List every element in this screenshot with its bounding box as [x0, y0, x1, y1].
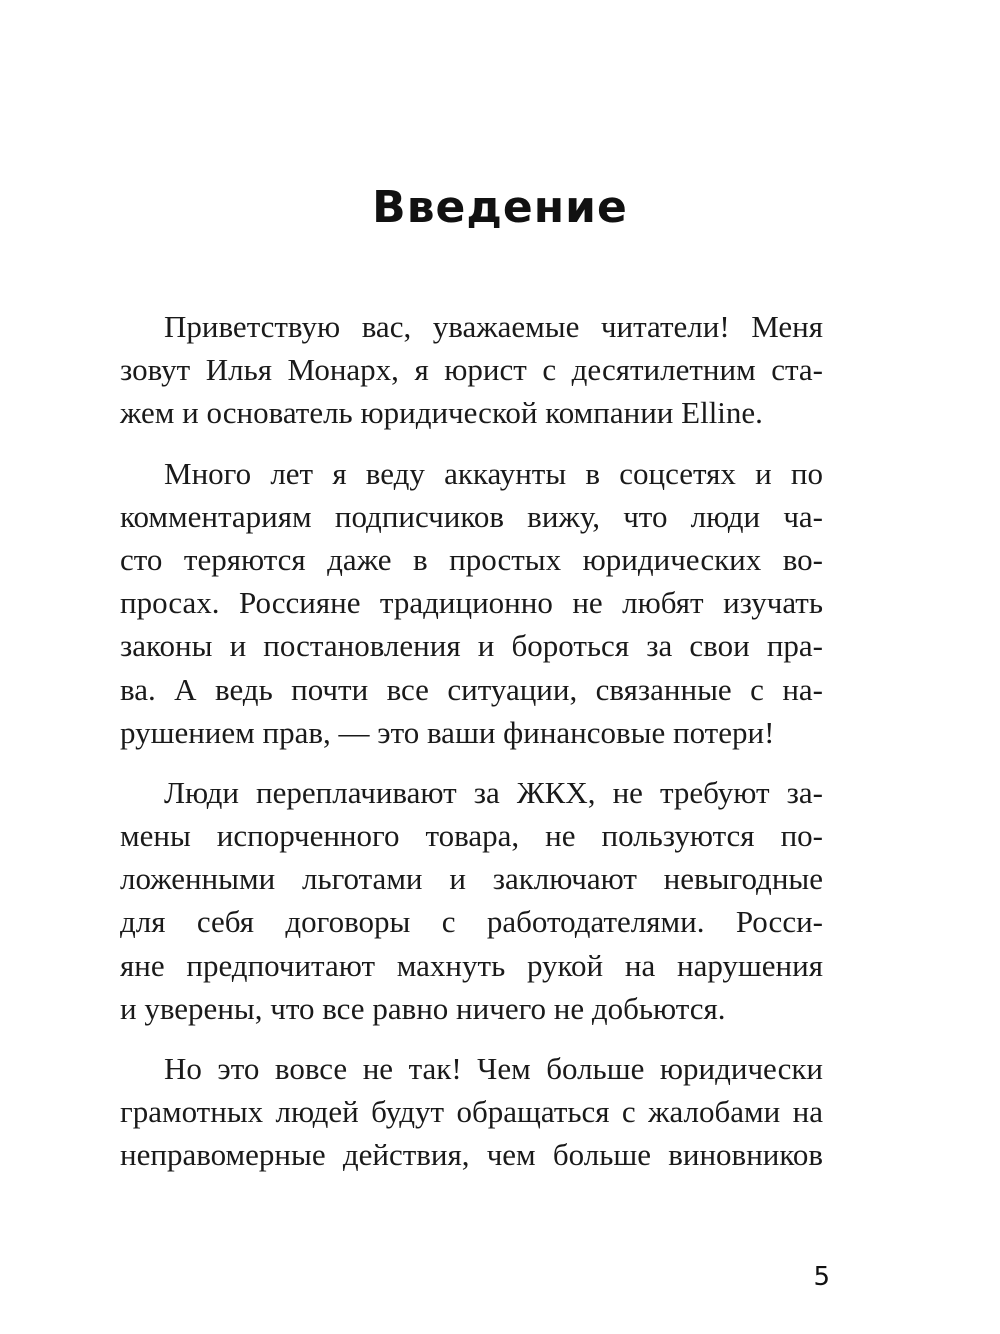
text-line: яне предпочитают махнуть рукой на нарушения	[120, 947, 823, 983]
text-line: ва. А ведь почти все ситуации, связанные с на-	[120, 671, 823, 707]
text-line: жем и основатель юридической компании Elline.	[120, 395, 763, 431]
paragraph-overpayment	[120, 771, 823, 1030]
text-line: Приветствую вас, уважаемые читатели! Меня	[164, 309, 823, 344]
text-line: ложенными льготами и заключают невыгодные	[120, 861, 823, 897]
page-number: 5	[813, 1262, 830, 1292]
text-line: рушением прав, — это ваши финансовые потери!	[120, 714, 775, 750]
text-line: зовут Илья Монарх, я юрист с десятилетним ста-	[120, 352, 823, 388]
text-line: Много лет я веду аккаунты в соцсетях и по	[164, 455, 823, 491]
paragraph-greeting	[120, 305, 823, 435]
text-line: просах. Россияне традиционно не любят изучать	[120, 585, 823, 621]
text-line: сто теряются даже в простых юридических во-	[120, 541, 823, 577]
text-line: Люди переплачивают за ЖКХ, не требуют за-	[164, 774, 823, 810]
body-text	[120, 305, 823, 1194]
paragraph-conclusion	[120, 1047, 823, 1177]
text-line: мены испорченного товара, не пользуются по-	[120, 818, 823, 854]
text-line: законы и постановления и бороться за свои пра-	[120, 628, 823, 664]
paragraph-social-media	[120, 452, 823, 754]
text-line: и уверены, что все равно ничего не добьются.	[120, 990, 726, 1026]
text-line: комментариям подписчиков вижу, что люди ча-	[120, 498, 823, 534]
text-line: для себя договоры с работодателями. Росси-	[120, 904, 823, 940]
text-line: неправомерные действия, чем больше виновников	[120, 1137, 823, 1173]
chapter-title: Введение	[372, 182, 628, 233]
text-line: грамотных людей будут обращаться с жалобами на	[120, 1094, 823, 1130]
text-line: Но это вовсе не так! Чем больше юридически	[164, 1051, 823, 1086]
